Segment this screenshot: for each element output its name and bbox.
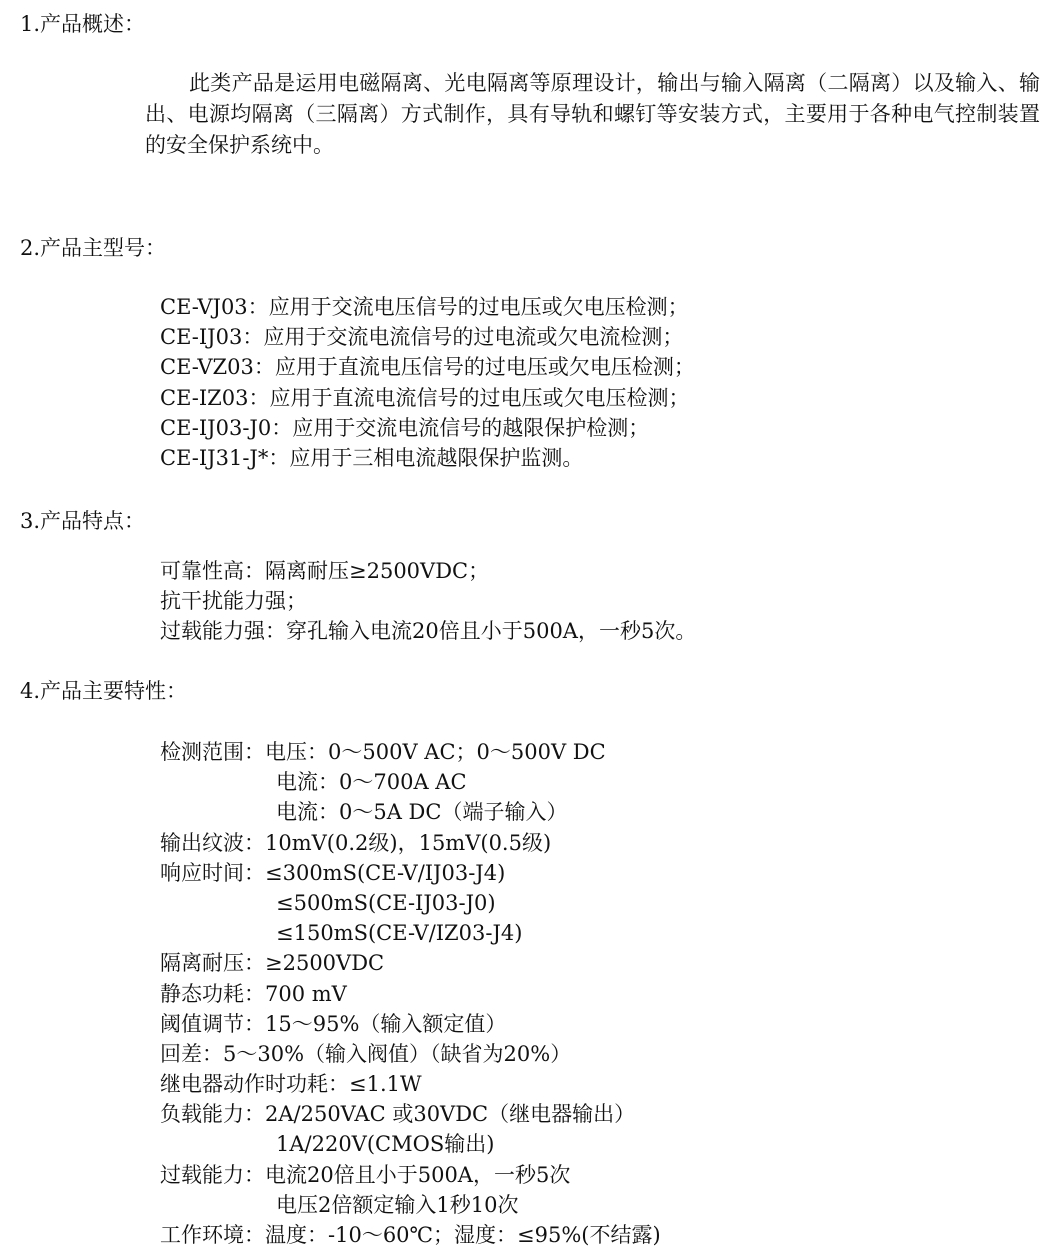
model-item: CE-VJ03：应用于交流电压信号的过电压或欠电压检测； [160,295,689,319]
spec-line: 过载能力：电流20倍且小于500A，一秒5次 [160,1162,571,1187]
model-item: CE-VZ03：应用于直流电压信号的过电压或欠电压检测； [160,355,695,380]
feature-item: 过载能力强：穿孔输入电流20倍且小于500A，一秒5次。 [160,619,697,644]
feature-item: 抗干扰能力强； [160,589,307,614]
spec-line: ≤500mS(CE-IJ03-J0) [276,890,496,915]
spec-line: 工作环境：温度：-10～60℃；湿度：≤95%(不结露) [160,1223,661,1247]
spec-line: 电流：0～700A AC [276,770,467,795]
spec-line: 隔离耐压：≥2500VDC [160,951,385,976]
spec-line: 响应时间：≤300mS(CE-V/IJ03-J4) [160,860,506,885]
spec-line: 静态功耗：700 mV [160,981,347,1006]
overview-paragraph: 此类产品是运用电磁隔离、光电隔离等原理设计，输出与输入隔离（二隔离）以及输入、输出、电源均隔离（三隔离）方式制作，具有导轨和螺钉等安装方式，主要用于各种电气控制装置的安全保护系统中。 [145,71,1040,157]
spec-line: 1A/220V(CMOS输出) [276,1132,495,1157]
spec-line: 电压2倍额定输入1秒10次 [276,1192,519,1217]
spec-line: 负载能力：2A/250VAC 或30VDC（继电器输出） [160,1102,636,1127]
spec-line: 阈值调节：15～95%（输入额定值） [160,1011,507,1036]
spec-line: ≤150mS(CE-V/IZ03-J4) [276,921,523,946]
spec-line: 回差：5～30%（输入阀值）（缺省为20%） [160,1041,572,1066]
section-heading-models: 2.产品主型号： [20,236,167,260]
section-heading-specs: 4.产品主要特性： [20,679,188,703]
feature-item: 可靠性高：隔离耐压≥2500VDC； [160,559,490,583]
model-item: CE-IJ03-J0：应用于交流电流信号的越限保护检测； [160,415,650,440]
model-item: CE-IZ03：应用于直流电流信号的过电压或欠电压检测； [160,385,690,410]
model-list [160,292,695,473]
section-heading-overview: 1.产品概述： [20,12,146,36]
spec-line: 继电器动作时功耗：≤1.1W [160,1072,422,1097]
feature-list [160,556,696,647]
spec-line: 电流：0～5A DC（端子输入） [276,800,568,825]
model-item: CE-IJ03：应用于交流电流信号的过电流或欠电流检测； [160,325,684,350]
section-heading-features: 3.产品特点： [20,509,146,533]
spec-list [160,737,661,1250]
spec-line: 输出纹波：10mV(0.2级)，15mV(0.5级) [160,830,552,855]
model-item: CE-IJ31-J*：应用于三相电流越限保护监测。 [160,445,584,470]
spec-line: 检测范围：电压：0～500V AC；0～500V DC [160,740,606,764]
